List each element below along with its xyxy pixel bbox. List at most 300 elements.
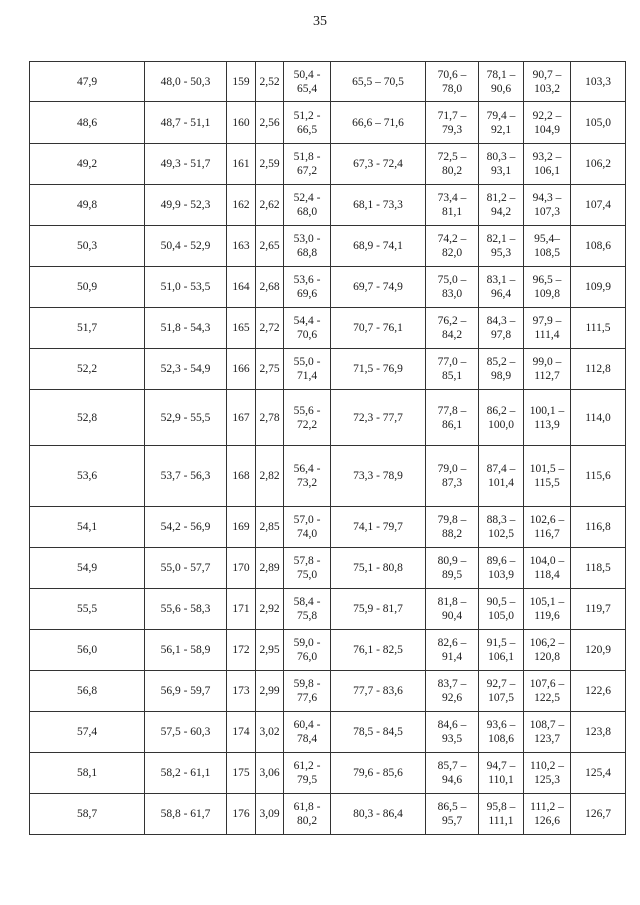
cell-line: 78,4 [296, 733, 318, 745]
cell-line: 85,2 – [486, 356, 516, 368]
cell-col10: 109,9 [571, 267, 626, 308]
table-row [30, 794, 626, 835]
cell-col6: 75,1 - 80,8 [331, 548, 426, 589]
cell-col4: 2,65 [256, 226, 284, 267]
cell-col7 [426, 62, 479, 102]
cell-col9 [524, 349, 571, 390]
cell-col9 [524, 185, 571, 226]
cell-line: 68,0 [296, 206, 318, 218]
cell-line: 110,1 [488, 774, 514, 786]
cell-col2: 49,3 - 51,7 [145, 144, 227, 185]
cell-col8 [479, 308, 524, 349]
cell-col9 [524, 267, 571, 308]
cell-col2: 55,0 - 57,7 [145, 548, 227, 589]
cell-col5 [284, 308, 331, 349]
data-table [29, 61, 626, 835]
cell-col3: 159 [227, 62, 256, 102]
cell-line: 56,4 - [293, 463, 321, 475]
cell-col3: 168 [227, 446, 256, 507]
cell-line: 105,1 – [529, 596, 565, 608]
cell-col6: 71,5 - 76,9 [331, 349, 426, 390]
cell-line: 107,5 [488, 692, 514, 704]
cell-line: 66,5 [296, 123, 318, 136]
cell-col7 [426, 185, 479, 226]
cell-col8 [479, 185, 524, 226]
cell-col5 [284, 753, 331, 794]
cell-col5 [284, 102, 331, 144]
cell-line: 88,3 – [486, 514, 516, 526]
cell-col9 [524, 630, 571, 671]
cell-col3: 169 [227, 507, 256, 548]
cell-line: 96,5 – [532, 274, 562, 286]
cell-line: 71,7 – [437, 109, 467, 122]
cell-col2: 54,2 - 56,9 [145, 507, 227, 548]
cell-line: 84,2 [441, 329, 463, 341]
cell-line: 96,4 [490, 288, 512, 300]
cell-col4: 2,62 [256, 185, 284, 226]
cell-line: 108,5 [534, 247, 560, 259]
cell-line: 55,0 - [293, 356, 321, 368]
cell-col4: 2,68 [256, 267, 284, 308]
cell-line: 95,4– [534, 233, 560, 245]
cell-col7 [426, 267, 479, 308]
cell-line: 107,3 [534, 206, 560, 218]
table-row [30, 630, 626, 671]
cell-col1: 57,4 [30, 712, 145, 753]
cell-line: 61,8 - [293, 801, 321, 813]
cell-col10: 123,8 [571, 712, 626, 753]
cell-line: 91,4 [441, 651, 463, 663]
cell-line: 91,5 – [486, 637, 516, 649]
cell-col8 [479, 630, 524, 671]
cell-col2: 51,8 - 54,3 [145, 308, 227, 349]
cell-col7 [426, 446, 479, 507]
cell-line: 86,5 – [437, 801, 467, 813]
cell-col7 [426, 144, 479, 185]
cell-col6: 72,3 - 77,7 [331, 390, 426, 446]
cell-line: 86,2 – [486, 404, 516, 417]
cell-line: 99,0 – [532, 356, 562, 368]
table-row [30, 308, 626, 349]
cell-col1: 50,9 [30, 267, 145, 308]
cell-line: 80,2 [441, 165, 463, 177]
cell-col1: 49,2 [30, 144, 145, 185]
cell-col8 [479, 349, 524, 390]
cell-col5 [284, 446, 331, 507]
cell-col10: 112,8 [571, 349, 626, 390]
cell-line: 112,7 [534, 370, 560, 382]
cell-line: 75,0 [296, 569, 318, 581]
cell-col8 [479, 712, 524, 753]
cell-line: 118,4 [534, 569, 560, 581]
cell-line: 110,2 – [529, 760, 565, 772]
cell-line: 103,2 [534, 82, 560, 95]
cell-col9 [524, 794, 571, 835]
cell-col4: 2,82 [256, 446, 284, 507]
cell-line: 108,7 – [529, 719, 565, 731]
cell-col1: 58,1 [30, 753, 145, 794]
cell-line: 92,2 – [532, 109, 562, 122]
cell-line: 88,2 [441, 528, 463, 540]
cell-col7 [426, 794, 479, 835]
cell-col5 [284, 144, 331, 185]
cell-line: 93,1 [490, 165, 512, 177]
cell-col6: 68,1 - 73,3 [331, 185, 426, 226]
cell-line: 86,1 [441, 418, 463, 431]
cell-col3: 162 [227, 185, 256, 226]
cell-line: 57,8 - [293, 555, 321, 567]
cell-line: 94,2 [490, 206, 512, 218]
cell-col10: 122,6 [571, 671, 626, 712]
cell-col6: 75,9 - 81,7 [331, 589, 426, 630]
cell-line: 81,1 [441, 206, 463, 218]
cell-col2: 56,9 - 59,7 [145, 671, 227, 712]
cell-col5 [284, 589, 331, 630]
cell-col4: 2,89 [256, 548, 284, 589]
cell-col4: 2,72 [256, 308, 284, 349]
cell-col10: 106,2 [571, 144, 626, 185]
cell-line: 75,0 – [437, 274, 467, 286]
cell-line: 79,3 [441, 123, 463, 136]
cell-line: 79,4 – [486, 109, 516, 122]
cell-col5 [284, 507, 331, 548]
cell-col7 [426, 102, 479, 144]
cell-col6: 69,7 - 74,9 [331, 267, 426, 308]
cell-col9 [524, 390, 571, 446]
cell-line: 97,8 [490, 329, 512, 341]
cell-col9 [524, 507, 571, 548]
cell-line: 67,2 [296, 165, 318, 177]
cell-col1: 56,0 [30, 630, 145, 671]
table-row [30, 671, 626, 712]
cell-col4: 2,52 [256, 62, 284, 102]
cell-line: 61,2 - [293, 760, 321, 772]
cell-col2: 56,1 - 58,9 [145, 630, 227, 671]
cell-line: 122,5 [534, 692, 560, 704]
cell-line: 77,6 [296, 692, 318, 704]
cell-col3: 173 [227, 671, 256, 712]
cell-col2: 48,0 - 50,3 [145, 62, 227, 102]
cell-col3: 172 [227, 630, 256, 671]
cell-line: 82,0 [441, 247, 463, 259]
cell-col10: 108,6 [571, 226, 626, 267]
cell-line: 84,6 – [437, 719, 467, 731]
cell-col8 [479, 267, 524, 308]
cell-line: 101,4 [488, 477, 514, 489]
cell-col5 [284, 548, 331, 589]
cell-col10: 107,4 [571, 185, 626, 226]
cell-col3: 161 [227, 144, 256, 185]
cell-line: 95,7 [441, 815, 463, 827]
cell-line: 108,6 [488, 733, 514, 745]
cell-line: 82,1 – [486, 233, 516, 245]
cell-col10: 116,8 [571, 507, 626, 548]
cell-line: 85,1 [441, 370, 463, 382]
cell-line: 74,2 – [437, 233, 467, 245]
table-row [30, 446, 626, 507]
cell-col8 [479, 62, 524, 102]
cell-line: 53,6 - [293, 274, 321, 286]
cell-col5 [284, 794, 331, 835]
cell-line: 93,6 – [486, 719, 516, 731]
table-row [30, 185, 626, 226]
cell-col4: 2,95 [256, 630, 284, 671]
cell-col9 [524, 753, 571, 794]
table-row [30, 349, 626, 390]
cell-col5 [284, 349, 331, 390]
cell-line: 90,6 [490, 82, 512, 95]
cell-col1: 58,7 [30, 794, 145, 835]
cell-line: 78,1 – [486, 68, 516, 81]
cell-col10: 118,5 [571, 548, 626, 589]
cell-line: 92,6 [441, 692, 463, 704]
cell-line: 72,5 – [437, 151, 467, 163]
cell-line: 125,3 [534, 774, 560, 786]
cell-line: 75,8 [296, 610, 318, 622]
cell-col4: 2,75 [256, 349, 284, 390]
cell-col9 [524, 712, 571, 753]
cell-line: 77,0 – [437, 356, 467, 368]
cell-col5 [284, 390, 331, 446]
cell-line: 52,4 - [293, 192, 321, 204]
cell-col1: 55,5 [30, 589, 145, 630]
cell-line: 106,1 [488, 651, 514, 663]
cell-col9 [524, 446, 571, 507]
cell-col9 [524, 671, 571, 712]
table-body [30, 62, 626, 835]
cell-col9 [524, 226, 571, 267]
cell-line: 111,2 – [530, 801, 564, 813]
table-row [30, 62, 626, 102]
cell-col1: 48,6 [30, 102, 145, 144]
cell-line: 80,3 – [486, 151, 516, 163]
cell-line: 79,5 [296, 774, 318, 786]
cell-col5 [284, 267, 331, 308]
cell-col4: 2,85 [256, 507, 284, 548]
cell-col4: 3,02 [256, 712, 284, 753]
cell-col1: 54,9 [30, 548, 145, 589]
cell-col6: 77,7 - 83,6 [331, 671, 426, 712]
cell-col7 [426, 753, 479, 794]
cell-col3: 176 [227, 794, 256, 835]
cell-line: 53,0 - [293, 233, 321, 245]
cell-line: 102,5 [488, 528, 514, 540]
cell-line: 106,1 [534, 165, 560, 177]
table-row [30, 102, 626, 144]
cell-line: 109,8 [534, 288, 560, 300]
cell-line: 93,5 [441, 733, 463, 745]
cell-line: 94,7 – [486, 760, 516, 772]
cell-line: 83,1 – [486, 274, 516, 286]
cell-line: 103,9 [488, 569, 514, 581]
cell-line: 83,0 [441, 288, 463, 300]
cell-col10: 105,0 [571, 102, 626, 144]
cell-line: 100,1 – [529, 404, 565, 417]
cell-line: 104,9 [534, 123, 560, 136]
cell-line: 97,9 – [532, 315, 562, 327]
cell-col1: 54,1 [30, 507, 145, 548]
table-row [30, 753, 626, 794]
cell-col2: 50,4 - 52,9 [145, 226, 227, 267]
cell-col7 [426, 390, 479, 446]
cell-col2: 53,7 - 56,3 [145, 446, 227, 507]
cell-line: 73,4 – [437, 192, 467, 204]
cell-col8 [479, 102, 524, 144]
cell-col6: 67,3 - 72,4 [331, 144, 426, 185]
cell-line: 81,2 – [486, 192, 516, 204]
cell-col7 [426, 548, 479, 589]
cell-line: 68,8 [296, 247, 318, 259]
cell-line: 82,6 – [437, 637, 467, 649]
table-row [30, 226, 626, 267]
table-row [30, 712, 626, 753]
cell-line: 116,7 [534, 528, 560, 540]
cell-col10: 126,7 [571, 794, 626, 835]
cell-col1: 50,3 [30, 226, 145, 267]
cell-line: 92,1 [490, 123, 512, 136]
table-row [30, 390, 626, 446]
cell-line: 78,0 [441, 82, 463, 95]
cell-line: 87,4 – [486, 463, 516, 475]
cell-col1: 56,8 [30, 671, 145, 712]
cell-line: 80,9 – [437, 555, 467, 567]
cell-col2: 55,6 - 58,3 [145, 589, 227, 630]
page-number: 35 [313, 14, 327, 29]
cell-col3: 164 [227, 267, 256, 308]
cell-line: 113,9 [534, 418, 560, 431]
cell-line: 87,3 [441, 477, 463, 489]
cell-col6: 68,9 - 74,1 [331, 226, 426, 267]
cell-col2: 58,8 - 61,7 [145, 794, 227, 835]
cell-line: 119,6 [534, 610, 560, 622]
cell-line: 92,7 – [486, 678, 516, 690]
cell-col8 [479, 226, 524, 267]
cell-col4: 2,59 [256, 144, 284, 185]
cell-line: 93,2 – [532, 151, 562, 163]
cell-line: 84,3 – [486, 315, 516, 327]
cell-col5 [284, 226, 331, 267]
cell-line: 94,3 – [532, 192, 562, 204]
cell-line: 81,8 – [437, 596, 467, 608]
cell-col3: 163 [227, 226, 256, 267]
cell-col1: 51,7 [30, 308, 145, 349]
cell-line: 76,0 [296, 651, 318, 663]
cell-col2: 52,9 - 55,5 [145, 390, 227, 446]
cell-line: 70,6 – [437, 68, 467, 81]
cell-col3: 174 [227, 712, 256, 753]
cell-col6: 70,7 - 76,1 [331, 308, 426, 349]
cell-line: 69,6 [296, 288, 318, 300]
cell-col7 [426, 630, 479, 671]
cell-col3: 175 [227, 753, 256, 794]
cell-line: 90,4 [441, 610, 463, 622]
cell-col5 [284, 712, 331, 753]
cell-line: 115,5 [534, 477, 560, 489]
cell-line: 107,6 – [529, 678, 565, 690]
cell-col3: 171 [227, 589, 256, 630]
cell-line: 102,6 – [529, 514, 565, 526]
cell-col8 [479, 390, 524, 446]
cell-col8 [479, 589, 524, 630]
cell-col6: 73,3 - 78,9 [331, 446, 426, 507]
cell-line: 79,0 – [437, 463, 467, 475]
cell-line: 85,7 – [437, 760, 467, 772]
cell-col6: 78,5 - 84,5 [331, 712, 426, 753]
cell-col8 [479, 144, 524, 185]
cell-line: 90,7 – [532, 68, 562, 81]
cell-line: 83,7 – [437, 678, 467, 690]
cell-col9 [524, 62, 571, 102]
cell-col2: 48,7 - 51,1 [145, 102, 227, 144]
cell-col3: 160 [227, 102, 256, 144]
cell-line: 51,2 - [293, 109, 321, 122]
table-row [30, 267, 626, 308]
table-row [30, 548, 626, 589]
cell-line: 100,0 [488, 418, 514, 431]
cell-col1: 53,6 [30, 446, 145, 507]
cell-col4: 2,56 [256, 102, 284, 144]
cell-col7 [426, 507, 479, 548]
cell-line: 79,8 – [437, 514, 467, 526]
cell-line: 58,4 - [293, 596, 321, 608]
cell-col6: 80,3 - 86,4 [331, 794, 426, 835]
cell-col7 [426, 308, 479, 349]
cell-col3: 170 [227, 548, 256, 589]
cell-line: 120,8 [534, 651, 560, 663]
cell-line: 59,8 - [293, 678, 321, 690]
cell-line: 71,4 [296, 370, 318, 382]
cell-col10: 111,5 [571, 308, 626, 349]
cell-col2: 49,9 - 52,3 [145, 185, 227, 226]
cell-col7 [426, 589, 479, 630]
table-row [30, 144, 626, 185]
cell-line: 55,6 - [293, 404, 321, 417]
cell-line: 89,5 [441, 569, 463, 581]
cell-line: 54,4 - [293, 315, 321, 327]
cell-col4: 2,78 [256, 390, 284, 446]
cell-line: 74,0 [296, 528, 318, 540]
cell-col1: 49,8 [30, 185, 145, 226]
cell-line: 104,0 – [529, 555, 565, 567]
cell-col9 [524, 308, 571, 349]
cell-col6: 66,6 – 71,6 [331, 102, 426, 144]
cell-col10: 120,9 [571, 630, 626, 671]
cell-col8 [479, 753, 524, 794]
cell-col2: 52,3 - 54,9 [145, 349, 227, 390]
cell-col3: 166 [227, 349, 256, 390]
cell-col3: 165 [227, 308, 256, 349]
cell-col1: 47,9 [30, 62, 145, 102]
cell-line: 105,0 [488, 610, 514, 622]
cell-line: 95,3 [490, 247, 512, 259]
cell-col2: 51,0 - 53,5 [145, 267, 227, 308]
cell-line: 57,0 - [293, 514, 321, 526]
cell-col1: 52,2 [30, 349, 145, 390]
cell-line: 106,2 – [529, 637, 565, 649]
cell-line: 80,2 [296, 815, 318, 827]
cell-col2: 57,5 - 60,3 [145, 712, 227, 753]
cell-line: 94,6 [441, 774, 463, 786]
cell-line: 70,6 [296, 329, 318, 341]
table-row [30, 507, 626, 548]
cell-col7 [426, 226, 479, 267]
cell-line: 89,6 – [486, 555, 516, 567]
cell-col6: 79,6 - 85,6 [331, 753, 426, 794]
cell-col8 [479, 548, 524, 589]
cell-col4: 3,09 [256, 794, 284, 835]
cell-line: 73,2 [296, 477, 318, 489]
cell-line: 126,6 [534, 815, 560, 827]
